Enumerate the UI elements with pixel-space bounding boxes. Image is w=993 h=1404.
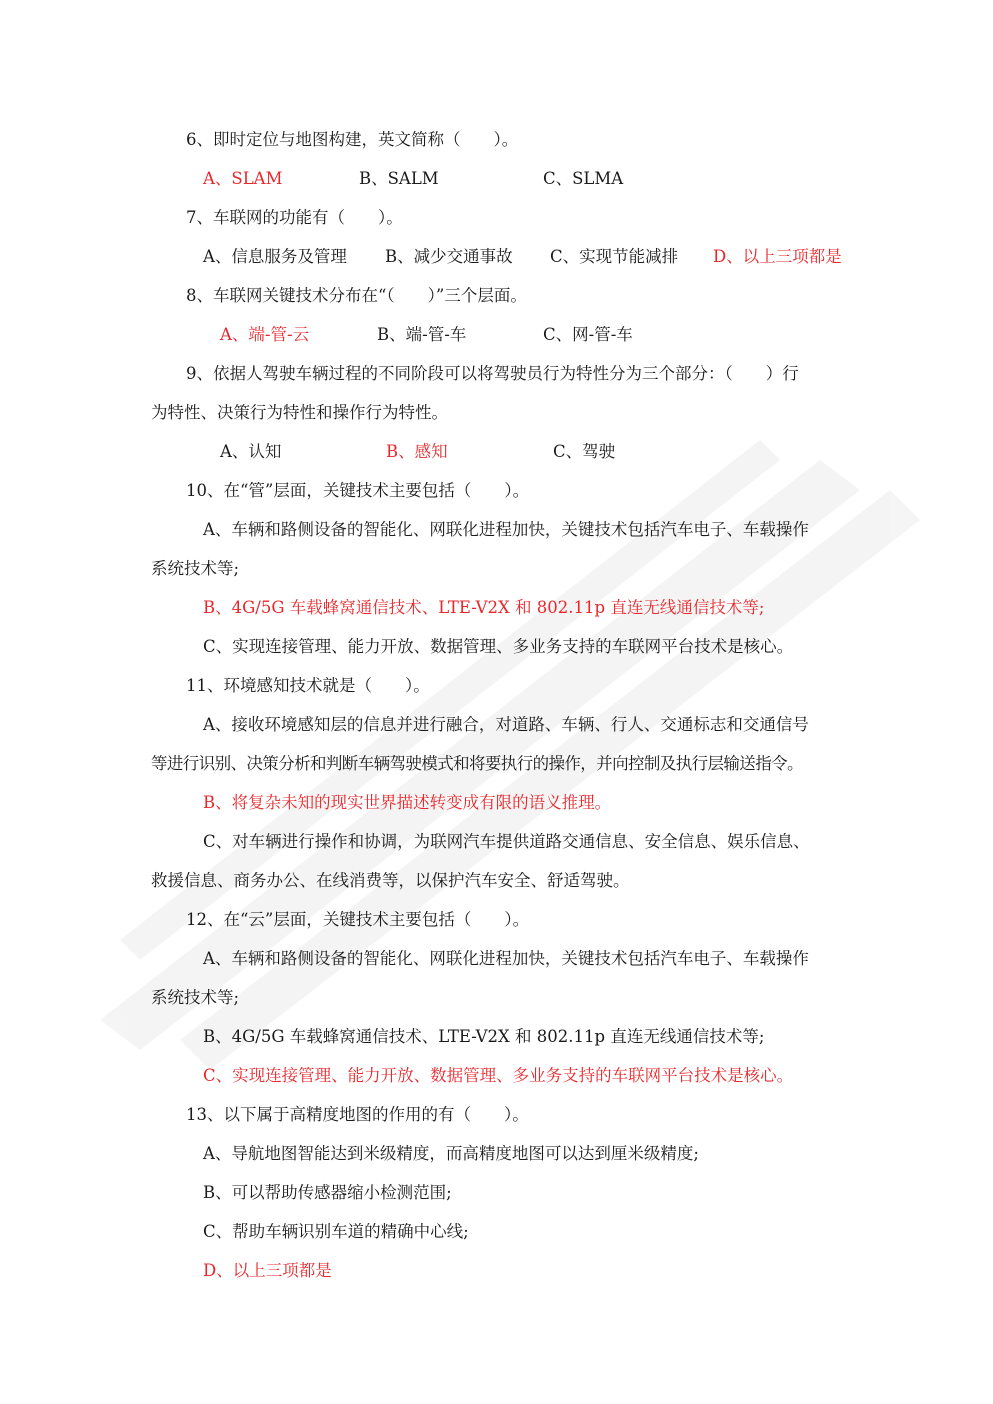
question-11-stem: 11、环境感知技术就是（ ）。: [186, 676, 430, 695]
question-10-option-c: C、实现连接管理、能力开放、数据管理、多业务支持的车联网平台技术是核心。: [203, 637, 794, 656]
question-13-option-b: B、可以帮助传感器缩小检测范围;: [203, 1183, 452, 1202]
question-11-option-a-line-2: 等进行识别、决策分析和判断车辆驾驶模式和将要执行的操作，并向控制及执行层输送指令。: [151, 754, 803, 773]
question-9-stem-line-2: 为特性、决策行为特性和操作行为特性。: [151, 403, 448, 422]
question-9-option-a: A、认知: [220, 442, 282, 461]
question-8-option-b: B、端-管-车: [377, 325, 467, 344]
question-11-option-c-line-1: C、对车辆进行操作和协调，为联网汽车提供道路交通信息、安全信息、娱乐信息、: [203, 832, 810, 851]
question-7-option-b: B、减少交通事故: [385, 247, 513, 266]
question-11-option-a-line-1: A、接收环境感知层的信息并进行融合，对道路、车辆、行人、交通标志和交通信号: [203, 715, 809, 734]
question-6-stem: 6、即时定位与地图构建，英文简称（ ）。: [186, 130, 519, 149]
question-13-option-c: C、帮助车辆识别车道的精确中心线;: [203, 1222, 469, 1241]
question-8-option-a: A、端-管-云: [220, 325, 310, 344]
question-11-option-b: B、将复杂未知的现实世界描述转变成有限的语义推理。: [203, 793, 612, 812]
question-12-option-a-line-2: 系统技术等;: [151, 988, 240, 1007]
question-7-stem: 7、车联网的功能有（ ）。: [186, 208, 403, 227]
question-10-option-a-line-1: A、车辆和路侧设备的智能化、网联化进程加快，关键技术包括汽车电子、车载操作: [203, 520, 809, 539]
question-6-option-c: C、SLMA: [543, 169, 624, 188]
question-9-option-b: B、感知: [386, 442, 448, 461]
question-7-option-c: C、实现节能减排: [550, 247, 679, 266]
question-6-option-a: A、SLAM: [203, 169, 283, 188]
question-8-option-c: C、网-管-车: [543, 325, 633, 344]
question-13-option-d: D、以上三项都是: [203, 1261, 332, 1280]
question-11-option-c-line-2: 救援信息、商务办公、在线消费等，以保护汽车安全、舒适驾驶。: [151, 871, 630, 890]
question-12-option-b: B、4G/5G 车载蜂窝通信技术、LTE-V2X 和 802.11p 直连无线通信技术等;: [203, 1027, 765, 1046]
question-7-option-a: A、信息服务及管理: [203, 247, 347, 266]
question-6-option-b: B、SALM: [359, 169, 439, 188]
question-13-stem: 13、以下属于高精度地图的作用的有（ ）。: [186, 1105, 529, 1124]
question-9-option-c: C、驾驶: [553, 442, 616, 461]
question-9-stem-line-1: 9、依据人驾驶车辆过程的不同阶段可以将驾驶员行为特性分为三个部分：（ ）行: [186, 364, 799, 383]
question-12-stem: 12、在“云”层面，关键技术主要包括（ ）。: [186, 910, 530, 929]
question-12-option-c: C、实现连接管理、能力开放、数据管理、多业务支持的车联网平台技术是核心。: [203, 1066, 794, 1085]
question-12-option-a-line-1: A、车辆和路侧设备的智能化、网联化进程加快，关键技术包括汽车电子、车载操作: [203, 949, 809, 968]
question-10-option-b: B、4G/5G 车载蜂窝通信技术、LTE-V2X 和 802.11p 直连无线通信技术等;: [203, 598, 765, 617]
question-10-stem: 10、在“管”层面，关键技术主要包括（ ）。: [186, 481, 530, 500]
question-13-option-a: A、导航地图智能达到米级精度，而高精度地图可以达到厘米级精度;: [203, 1144, 699, 1163]
question-10-option-a-line-2: 系统技术等;: [151, 559, 240, 578]
question-8-stem: 8、车联网关键技术分布在“（ ）”三个层面。: [186, 286, 527, 305]
question-7-option-d: D、以上三项都是: [713, 247, 842, 266]
